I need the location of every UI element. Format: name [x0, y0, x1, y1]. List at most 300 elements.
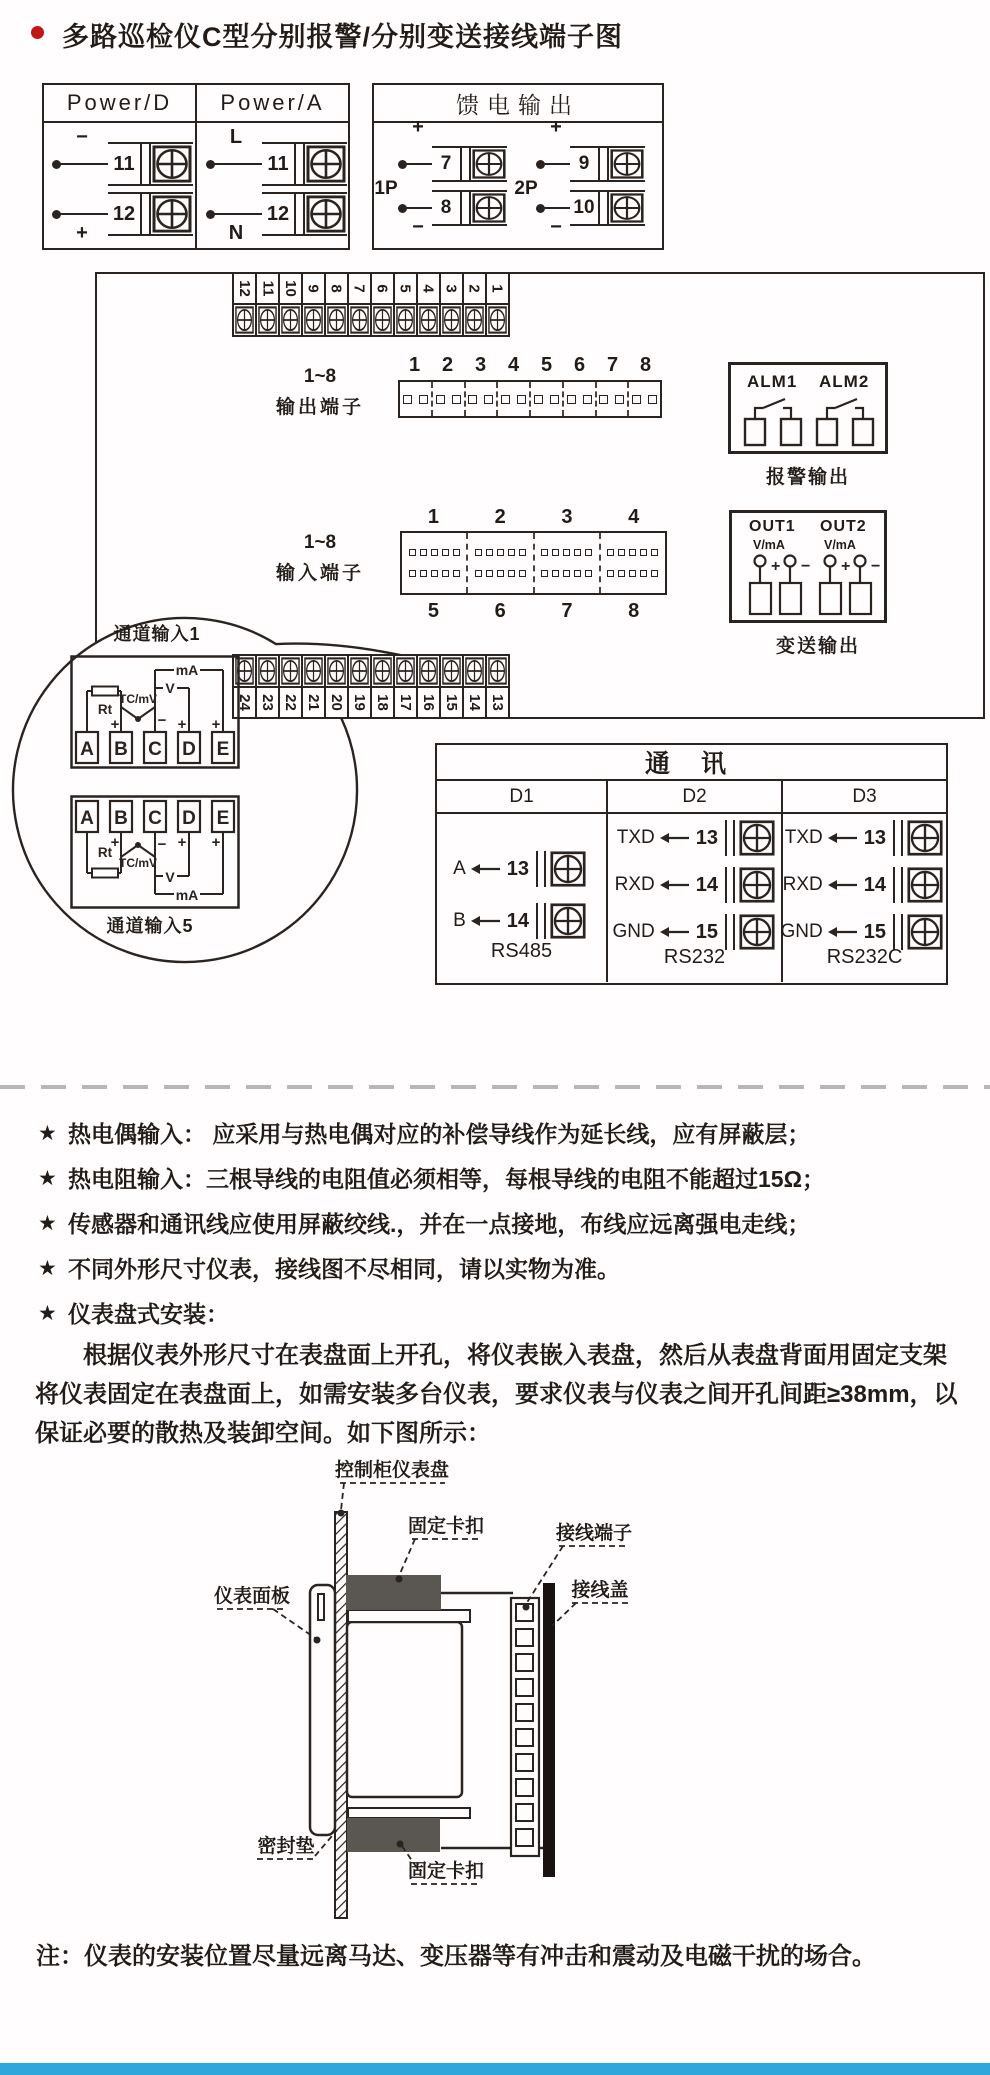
terminal-number: 20 — [326, 686, 347, 717]
comm-d3-caption: RS232C — [826, 946, 903, 968]
terminal-screw — [418, 305, 439, 335]
left-arrow-icon — [827, 832, 857, 844]
comm-col-d2-header: D2 — [608, 781, 783, 812]
signal-label: TXD — [784, 827, 823, 848]
terminal-separator — [460, 148, 471, 180]
terminal-cell — [278, 654, 303, 719]
screw-terminal-icon — [152, 195, 192, 233]
terminal-cell — [416, 654, 441, 719]
connector-number: 3 — [474, 354, 487, 376]
comm-col-d3-header: D3 — [852, 785, 877, 807]
polarity-label: − — [412, 216, 424, 238]
pin-square — [552, 549, 559, 556]
terminal-separator — [725, 914, 735, 950]
terminal-screw — [305, 194, 347, 234]
svg-text:−: − — [157, 712, 167, 729]
svg-text:+: + — [211, 716, 221, 733]
connector-number: 5 — [427, 600, 439, 622]
connector-number: 4 — [507, 354, 520, 376]
terminal-body — [108, 192, 193, 236]
note-panel-mount — [38, 1300, 968, 1328]
svg-text:+: + — [771, 558, 781, 575]
top-terminal-strip — [232, 272, 508, 337]
channel-input-5-wiring — [70, 795, 240, 909]
pin-square — [431, 570, 438, 577]
output-cell — [627, 382, 660, 416]
terminal-separator — [460, 192, 471, 224]
connector-number: 2 — [441, 354, 454, 376]
terminal-number: 2 — [464, 274, 485, 305]
svg-text:B: B — [114, 808, 128, 829]
terminal-number: 23 — [257, 686, 278, 717]
terminal-cell — [301, 272, 326, 337]
terminal-number: 22 — [280, 686, 301, 717]
connector-number: 6 — [573, 354, 586, 376]
wire — [540, 163, 570, 165]
terminal-screw — [471, 192, 507, 224]
terminal-separator — [893, 820, 903, 856]
terminal-screw — [609, 192, 645, 224]
connector-number: 2 — [494, 506, 506, 528]
transmit-terminals-graphic — [732, 513, 884, 620]
pin-square — [431, 549, 438, 556]
pin-square — [618, 570, 625, 577]
wire — [56, 213, 108, 215]
pin-square — [563, 570, 570, 577]
terminal-separator — [140, 144, 151, 184]
label-cabinet-panel: 控制柜仪表盘 — [334, 1460, 450, 1481]
terminal-screw — [349, 305, 370, 335]
pin-square — [541, 570, 548, 577]
terminal-cell — [347, 272, 372, 337]
dashed-divider — [0, 1082, 990, 1092]
out1-label: OUT1 — [749, 518, 796, 535]
pin-square — [409, 549, 416, 556]
pin-row — [541, 570, 592, 577]
screw-terminal-icon — [739, 867, 775, 903]
pin-square — [519, 570, 526, 577]
signal-label: GND — [780, 921, 823, 942]
instrument-front-bezel — [310, 1585, 335, 1835]
terminal-cell — [416, 272, 441, 337]
installation-warning-note: 注：仪表的安装位置尽量远离马达、变压器等有冲击和震动及电磁干扰的场合。 — [36, 1943, 876, 1970]
terminal-number: 17 — [395, 686, 416, 717]
terminal-separator — [893, 914, 903, 950]
svg-text:B: B — [114, 739, 128, 760]
comm-terminal-row — [617, 819, 775, 857]
terminal-number: 15 — [695, 920, 718, 943]
cabinet-panel-bar — [335, 1512, 347, 1918]
pin-square — [607, 549, 614, 556]
clip-rail-top — [348, 1610, 470, 1622]
terminal-separator — [893, 867, 903, 903]
comm-terminal-row — [615, 866, 775, 904]
terminal-number: 10 — [573, 197, 595, 218]
terminal-screw — [464, 305, 485, 335]
star-icon: ★ — [38, 1257, 57, 1280]
wire — [402, 163, 432, 165]
label-front-panel: 仪表面板 — [213, 1586, 291, 1607]
note-shield — [38, 1210, 968, 1238]
screw-terminal-icon — [610, 193, 644, 223]
terminal-cell — [301, 654, 326, 719]
terminal-separator — [536, 903, 546, 939]
screw-terminal-icon — [442, 306, 461, 334]
pin-square — [508, 570, 515, 577]
terminal-screw — [441, 305, 462, 335]
input-connector-strip — [400, 531, 667, 595]
wire — [56, 163, 108, 165]
terminal-number: 12 — [266, 202, 290, 225]
terminal-screw — [257, 656, 278, 686]
terminal-number: 5 — [395, 274, 416, 305]
terminal-screw — [395, 305, 416, 335]
pin-square — [550, 395, 559, 404]
terminal-screw — [395, 656, 416, 686]
bottom-terminal-strip — [232, 654, 508, 719]
terminal-cover-bar — [543, 1583, 555, 1877]
svg-text:+: + — [841, 558, 851, 575]
channel-input-1-wiring — [70, 655, 240, 769]
terminal-cell — [462, 654, 487, 719]
svg-text:TC/mV: TC/mV — [118, 856, 158, 870]
terminal-number: 24 — [234, 686, 255, 717]
output-block-label-2: 输出端子 — [275, 397, 364, 418]
output-block-label-1: 1~8 — [303, 366, 337, 387]
output-cell — [431, 382, 464, 416]
label-fixing-clip-bottom: 固定卡扣 — [407, 1861, 485, 1882]
pin-row — [409, 549, 460, 556]
svg-text:+: + — [110, 716, 120, 733]
polarity-label: L — [229, 126, 243, 148]
screw-terminal-icon — [472, 193, 506, 223]
fixing-clip-bottom — [347, 1818, 440, 1852]
note-thermocouple — [38, 1120, 968, 1148]
terminal-number: 9 — [578, 153, 590, 174]
output-cell — [562, 382, 595, 416]
left-arrow-icon — [470, 863, 500, 875]
terminal-body — [108, 142, 193, 186]
terminal-cell — [370, 654, 395, 719]
feed-output-header: 馈电输出 — [374, 85, 662, 123]
polarity-label: N — [228, 222, 244, 244]
terminal-number: 6 — [372, 274, 393, 305]
screw-terminal-icon — [281, 657, 300, 685]
terminal-number: 15 — [441, 686, 462, 717]
transmit-output-box — [729, 510, 887, 623]
polarity-label: + — [412, 116, 424, 138]
terminal-separator — [294, 144, 305, 184]
label-fixing-clip-top: 固定卡扣 — [407, 1516, 485, 1537]
alarm-output-box — [728, 362, 888, 454]
screw-terminal-icon — [907, 914, 943, 950]
comm-col-d2-body — [608, 814, 783, 982]
screw-terminal-icon — [306, 195, 346, 233]
screw-terminal-icon — [373, 657, 392, 685]
terminal-body — [570, 146, 645, 182]
connector-number: 3 — [561, 506, 573, 528]
comm-col-d1-body — [437, 814, 608, 982]
terminal-number: 18 — [372, 686, 393, 717]
terminal-cell — [324, 272, 349, 337]
polarity-label: − — [550, 216, 562, 238]
terminal-number: 10 — [280, 274, 301, 305]
screw-terminal-icon — [350, 306, 369, 334]
terminal-screw — [303, 305, 324, 335]
pin-square — [583, 395, 592, 404]
instrument-body — [347, 1622, 462, 1797]
pin-row — [475, 549, 526, 556]
signal-label: A — [453, 858, 466, 879]
note-size — [38, 1255, 968, 1283]
terminal-screw — [550, 903, 586, 939]
screw-terminal-icon — [419, 306, 438, 334]
terminal-number: 12 — [234, 274, 255, 305]
svg-text:V: V — [165, 680, 175, 696]
pin-square — [409, 570, 416, 577]
terminal-screw — [257, 305, 278, 335]
pin-square — [541, 549, 548, 556]
terminal-screw — [487, 305, 508, 335]
pin-square — [574, 570, 581, 577]
pin-square — [468, 395, 477, 404]
terminal-screw — [471, 148, 507, 180]
terminal-number: 7 — [440, 153, 452, 174]
pin-square — [419, 395, 428, 404]
pin-square — [552, 570, 559, 577]
pin-square — [640, 570, 647, 577]
pin-row — [607, 570, 658, 577]
terminal-separator — [598, 192, 609, 224]
svg-text:+: + — [211, 834, 221, 851]
pin-square — [567, 395, 576, 404]
terminal-number: 11 — [113, 152, 135, 175]
pin-square — [618, 549, 625, 556]
terminal-number: 8 — [326, 274, 347, 305]
connector-number: 1 — [427, 506, 439, 528]
input-cell — [466, 533, 532, 593]
pin-square — [442, 549, 449, 556]
output-cell — [464, 382, 497, 416]
terminal-number: 4 — [418, 274, 439, 305]
screw-terminal-icon — [327, 657, 346, 685]
star-icon: ★ — [38, 1122, 57, 1145]
screw-terminal-icon — [396, 657, 415, 685]
polarity-label: − — [76, 126, 88, 148]
star-icon: ★ — [38, 1302, 57, 1325]
terminal-screw — [303, 656, 324, 686]
comm-table — [435, 743, 948, 985]
screw-terminal-icon — [739, 914, 775, 950]
svg-text:C: C — [148, 739, 162, 760]
pin-square — [486, 570, 493, 577]
svg-text:Rt: Rt — [97, 845, 113, 860]
pin-square — [599, 395, 608, 404]
svg-text:mA: mA — [175, 662, 199, 678]
terminal-screw — [907, 867, 943, 903]
terminal-screw — [907, 914, 943, 950]
channel-input-1-caption: 通道输入1 — [113, 624, 201, 644]
signal-label: TXD — [616, 827, 655, 848]
terminal-number: 19 — [349, 686, 370, 717]
terminal-body — [570, 190, 645, 226]
alm2-label: ALM2 — [819, 372, 870, 391]
screw-terminal-icon — [327, 306, 346, 334]
screw-terminal-icon — [739, 820, 775, 856]
terminal-number: 12 — [112, 202, 136, 225]
power-box-divider — [195, 123, 197, 248]
wire — [540, 207, 570, 209]
alm2-relay-contact-icon — [811, 395, 877, 447]
leader-dot — [397, 1841, 404, 1848]
svg-text:−: − — [157, 836, 167, 853]
pin-row — [607, 549, 658, 556]
pin-square — [442, 570, 449, 577]
left-arrow-icon — [659, 926, 689, 938]
terminal-number: 13 — [695, 826, 718, 849]
terminal-number: 9 — [303, 274, 324, 305]
install-paragraph: 根据仪表外形尺寸在表盘面上开孔，将仪表嵌入表盘，然后从表盘背面用固定支架将仪表固定在表盘面上，如需安装多台仪表，要求仪表与仪表之间开孔间距≥38mm，以保证必要的散热及装卸空间。如下图所示： — [35, 1342, 958, 1447]
svg-text:D: D — [182, 739, 196, 760]
terminal-separator — [598, 148, 609, 180]
note-text: 热电偶输入： 应采用与热电偶对应的补偿导线作为延长线，应有屏蔽层； — [68, 1121, 811, 1147]
screw-terminal-icon — [442, 657, 461, 685]
svg-text:D: D — [182, 808, 196, 829]
screw-terminal-icon — [465, 657, 484, 685]
label-gasket: 密封垫 — [257, 1836, 315, 1857]
pin-square — [607, 570, 614, 577]
terminal-number: 13 — [487, 686, 508, 717]
connector-number: 1 — [408, 354, 421, 376]
screw-terminal-icon — [304, 306, 323, 334]
comm-terminal-row — [785, 819, 943, 857]
comm-col-d1-header: D1 — [437, 781, 608, 812]
pin-square — [629, 549, 636, 556]
pin-square — [420, 570, 427, 577]
terminal-separator — [725, 820, 735, 856]
pin-square — [452, 395, 461, 404]
terminal-separator — [294, 194, 305, 234]
terminal-screw — [151, 144, 193, 184]
output-cell — [400, 382, 431, 416]
input-block-label-2: 输入端子 — [275, 563, 364, 584]
feed-group-2p-label: 2P — [514, 178, 538, 199]
pin-square — [640, 549, 647, 556]
terminal-screw — [280, 656, 301, 686]
svg-text:+: + — [177, 834, 187, 851]
signal-label: RXD — [614, 874, 655, 895]
screw-terminal-icon — [550, 851, 586, 887]
screw-terminal-icon — [258, 657, 277, 685]
comm-terminal-row — [613, 913, 775, 951]
leader-dot — [523, 1604, 530, 1611]
terminal-cell — [347, 654, 372, 719]
feed-group-1p-label: 1P — [374, 178, 398, 199]
svg-text:A: A — [80, 808, 94, 829]
svg-text:C: C — [148, 808, 162, 829]
terminal-cell — [462, 272, 487, 337]
wire — [402, 207, 432, 209]
screw-terminal-icon — [610, 149, 644, 179]
pin-square — [651, 549, 658, 556]
pin-row — [475, 570, 526, 577]
pin-square — [436, 395, 445, 404]
comm-table-title: 通 讯 — [437, 745, 946, 781]
terminal-body — [262, 192, 347, 236]
terminal-number: 14 — [863, 873, 886, 896]
terminal-number: 14 — [695, 873, 718, 896]
screw-terminal-icon — [306, 145, 346, 183]
terminal-number: 7 — [349, 274, 370, 305]
input-strip-numbers-top — [400, 506, 667, 529]
screw-terminal-icon — [465, 306, 484, 334]
terminal-screw — [907, 820, 943, 856]
svg-text:−: − — [871, 558, 881, 575]
pin-square — [475, 549, 482, 556]
terminal-screw — [326, 656, 347, 686]
leader-dot — [338, 1510, 345, 1517]
terminal-cell — [439, 654, 464, 719]
power-a-header: Power/A — [220, 90, 325, 115]
wire — [210, 163, 262, 165]
input-cell — [599, 533, 665, 593]
screw-terminal-icon — [907, 867, 943, 903]
pin-square — [632, 395, 641, 404]
pin-square — [508, 549, 515, 556]
connector-number: 7 — [561, 600, 573, 622]
terminal-number: 11 — [257, 274, 278, 305]
screw-terminal-icon — [152, 145, 192, 183]
leader-dot — [314, 1637, 321, 1644]
terminal-screw — [349, 656, 370, 686]
terminal-cell — [232, 272, 257, 337]
screw-terminal-icon — [281, 306, 300, 334]
terminal-number: 1 — [487, 274, 508, 305]
left-arrow-icon — [470, 915, 500, 927]
terminal-cell — [255, 272, 280, 337]
left-arrow-icon — [827, 879, 857, 891]
pin-square — [519, 549, 526, 556]
terminal-body — [432, 146, 507, 182]
terminal-number: 14 — [464, 686, 485, 717]
output-cell — [595, 382, 628, 416]
pin-square — [574, 549, 581, 556]
terminal-separator — [536, 851, 546, 887]
channel-input-5-caption: 通道输入5 — [106, 916, 194, 936]
terminal-screw — [372, 656, 393, 686]
alarm-output-caption: 报警输出 — [765, 467, 850, 488]
signal-label: GND — [612, 921, 655, 942]
wire — [210, 213, 262, 215]
svg-text:V: V — [165, 869, 175, 885]
terminal-number: 21 — [303, 686, 324, 717]
screw-terminal-icon — [396, 306, 415, 334]
signal-label: B — [453, 910, 466, 931]
terminal-body — [262, 142, 347, 186]
terminal-number: 11 — [267, 152, 289, 175]
pin-square — [648, 395, 657, 404]
pin-square — [453, 570, 460, 577]
terminal-cell — [324, 654, 349, 719]
terminal-screw — [418, 656, 439, 686]
left-arrow-icon — [827, 926, 857, 938]
pin-square — [517, 395, 526, 404]
star-icon: ★ — [38, 1212, 57, 1235]
screw-terminal-icon — [373, 306, 392, 334]
polarity-label: + — [550, 116, 562, 138]
comm-terminal-row — [781, 913, 943, 951]
signal-label: RXD — [782, 874, 823, 895]
